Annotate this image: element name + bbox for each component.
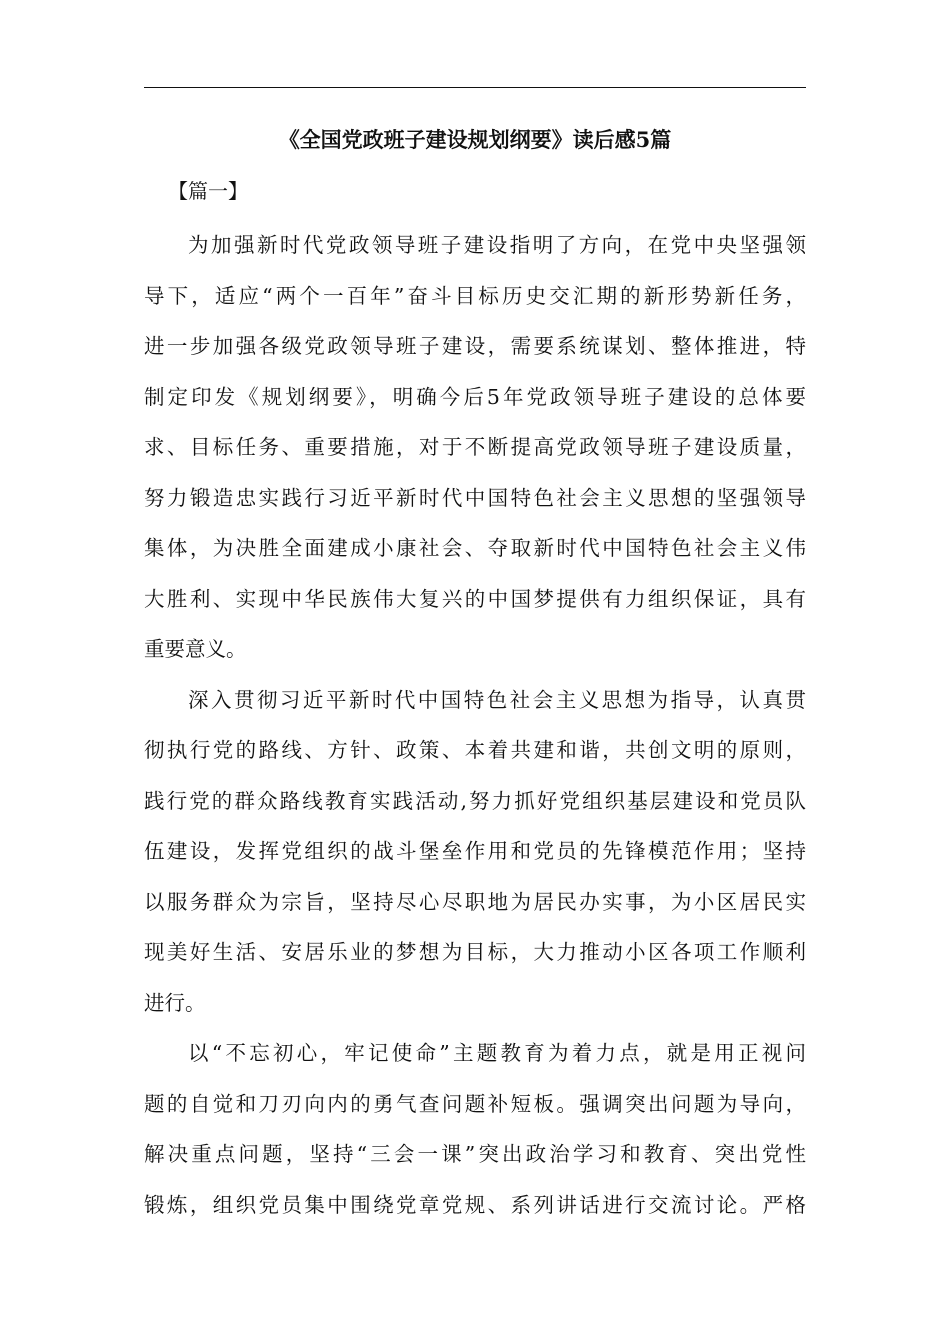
paragraph-line: 以“不忘初心，牢记使命”主题教育为着力点，就是用正视问	[188, 1041, 806, 1065]
paragraph-line: 为加强新时代党政领导班子建设指明了方向，在党中央坚强领	[188, 233, 806, 257]
paragraph-line: 锻炼，组织党员集中围绕党章党规、系列讲话进行交流讨论。严格	[144, 1193, 806, 1217]
paragraph-line: 重要意义。	[144, 637, 247, 661]
paragraph-line: 践行党的群众路线教育实践活动,努力抓好党组织基层建设和党员队	[144, 789, 806, 813]
paragraph-line: 以服务群众为宗旨，坚持尽心尽职地为居民办实事，为小区居民实	[144, 890, 806, 914]
paragraph-line: 导下，适应“两个一百年”奋斗目标历史交汇期的新形势新任务，	[144, 284, 806, 308]
paragraph-line: 伍建设，发挥党组织的战斗堡垒作用和党员的先锋模范作用；坚持	[144, 839, 806, 863]
paragraph-line: 进行。	[144, 991, 206, 1015]
paragraph-line: 努力锻造忠实践行习近平新时代中国特色社会主义思想的坚强领导	[144, 486, 806, 510]
paragraph-line: 进一步加强各级党政领导班子建设，需要系统谋划、整体推进，特	[144, 334, 806, 358]
paragraph-line: 求、目标任务、重要措施，对于不断提高党政领导班子建设质量，	[144, 435, 806, 459]
paragraph-line: 深入贯彻习近平新时代中国特色社会主义思想为指导，认真贯	[188, 688, 806, 712]
header-rule	[144, 87, 806, 88]
paragraph-line: 题的自觉和刀刃向内的勇气查问题补短板。强调突出问题为导向，	[144, 1092, 806, 1116]
paragraph-line: 彻执行党的路线、方针、政策、本着共建和谐，共创文明的原则，	[144, 738, 806, 762]
paragraph-line: 集体，为决胜全面建成小康社会、夺取新时代中国特色社会主义伟	[144, 536, 806, 560]
paragraph-line: 解决重点问题，坚持“三会一课”突出政治学习和教育、突出党性	[144, 1142, 806, 1166]
section-label: 【篇一】	[168, 179, 248, 203]
paragraph-line: 现美好生活、安居乐业的梦想为目标，大力推动小区各项工作顺利	[144, 940, 806, 964]
document-title: 《全国党政班子建设规划纲要》读后感5篇	[278, 127, 672, 152]
paragraph-line: 制定印发《规划纲要》，明确今后5年党政领导班子建设的总体要	[144, 385, 806, 409]
paragraph-line: 大胜利、实现中华民族伟大复兴的中国梦提供有力组织保证，具有	[144, 587, 806, 611]
